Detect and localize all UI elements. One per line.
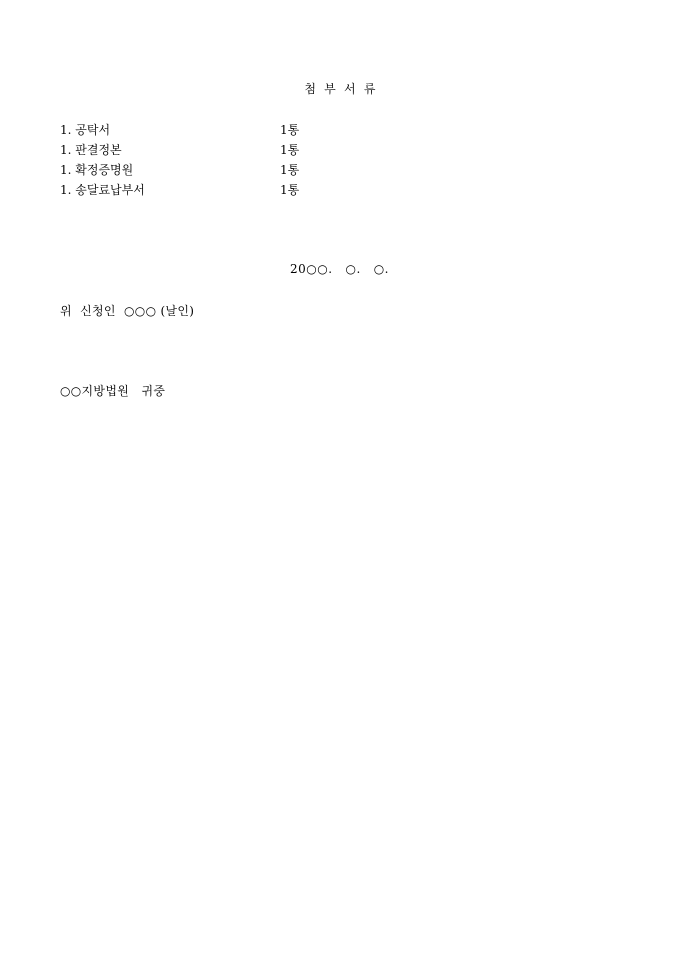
- attachment-item: [60, 180, 380, 200]
- attachment-count: 1통: [280, 143, 300, 157]
- attachment-list: [60, 120, 380, 200]
- document-date: 20○○. ○. ○.: [290, 262, 389, 276]
- attachment-count: 1통: [280, 183, 300, 197]
- attachment-item: [60, 160, 380, 180]
- document-title: 첨 부 서 류: [304, 82, 376, 96]
- court-addressee: ○○지방법원 귀중: [60, 384, 166, 398]
- attachment-name: 1. 판결정본: [60, 143, 122, 157]
- attachment-name: 1. 공탁서: [60, 123, 111, 137]
- attachment-item: [60, 120, 380, 140]
- applicant-signature-line: 위 신청인 ○○○ (날인): [60, 304, 195, 318]
- attachment-count: 1통: [280, 163, 300, 177]
- attachment-item: [60, 140, 380, 160]
- attachment-name: 1. 송달료납부서: [60, 183, 145, 197]
- attachment-name: 1. 확정증명원: [60, 163, 134, 177]
- attachment-count: 1통: [280, 123, 300, 137]
